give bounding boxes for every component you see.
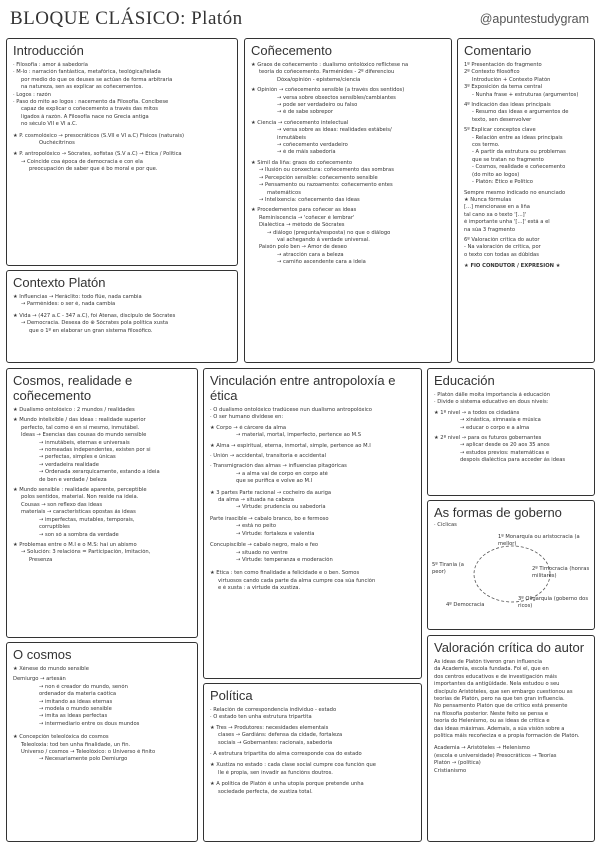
text-line: ★ Graos de coñecemento : dualismo ontolóxico reflíctese na <box>251 62 409 68</box>
text-line: de ben e verdade / beleza <box>39 476 107 483</box>
box-cosmos-realidade <box>6 368 198 638</box>
text-line: ★ A política de Platón é unha utopía porque pretende unha <box>210 781 364 788</box>
text-line: → Pensamento ou razoamento: coñecemento entes <box>259 182 393 189</box>
text-line: na filosofía posterior. Neste feito se pensa e <box>434 710 549 717</box>
text-line: Presenza <box>29 556 53 563</box>
text-line: texto, sen desenvolver <box>472 116 532 123</box>
text-line: ★ 3 partes Parte racional → cocheiro da auriga <box>210 489 332 496</box>
text-line: que se tratan no fragmento <box>472 156 544 163</box>
text-line: Academia → Aristóteles → Helenismo <box>434 745 530 752</box>
text-line: 2º Timocracia (honras militares) <box>532 566 590 580</box>
text-line: Teleoloxía: tod ten unha finalidade, un fin. <box>21 741 131 748</box>
text-line: → Solución: 3 relacións = Participación, Imitación, <box>21 549 151 556</box>
text-line: Universo / cosmos → Teleolóxico: o Universo é finito <box>21 749 156 756</box>
text-line: ★ Ética : ten como finalidade a felicidade e o ben. Somos <box>210 570 360 577</box>
box-body <box>7 60 237 176</box>
text-line: → inmutábeis, eternas e universais <box>39 439 130 446</box>
text-line: Sempre mesmo indicado no enunciado <box>464 189 566 196</box>
text-line: Paixón polo ben → Amor de deseo <box>259 244 347 251</box>
text-line: · Logos : razón <box>13 91 51 98</box>
text-line: - Nunha frase + estruturas (argumentos) <box>472 91 579 98</box>
text-line: → Coincide coa época de democracia e con ela <box>21 158 143 165</box>
text-line: - Resumo das ideas e argumentos de <box>472 109 569 116</box>
text-line: ★ Procedementos para coñecer as ideas <box>251 207 357 214</box>
text-line: na natureza, sen as explicar as coñecementos. <box>21 84 144 91</box>
text-line: ★ Xénese do mundo sensible <box>13 666 89 672</box>
text-line: · Filosofía : amor á sabedoría <box>13 62 88 68</box>
text-line: por medio do que os deuses se actúan de forma arbitraria <box>21 76 173 83</box>
text-line: vai achegando á verdade universal. <box>277 236 370 243</box>
text-line: ★ Influencias → Heráclito: todo flúe, nada cambia <box>13 294 142 300</box>
text-line: → Virtude: temperanza e moderación <box>236 556 333 563</box>
text-line: política máis recoñeciza e a propia formación de Platón. <box>434 733 580 740</box>
text-line: Ouchécitrinos <box>39 140 75 147</box>
text-line: → xinástica, ximnasia e música <box>460 417 541 424</box>
text-line: ★ 1º nivel → a todos os cidadáns <box>434 409 520 416</box>
box-introduccion <box>6 38 238 266</box>
text-line: 5º Explicar conceptos clave <box>464 127 536 134</box>
text-line: ★ Opinión → coñecemento sensible (a través dos sentidos) <box>251 87 405 94</box>
text-line: virtuosos cando cada parte da alma cumpre coa súa función <box>218 577 376 584</box>
text-line: matemáticos <box>267 189 301 196</box>
text-line: o texto con todas as dúbidas <box>464 251 539 258</box>
text-line: · O estado ten unha estrutura tripartita <box>210 714 312 721</box>
text-line: · Cíclicas <box>434 522 457 528</box>
text-line: sociedade perfecta, de xustiza total. <box>218 788 313 795</box>
text-line: inmutábeis <box>277 134 306 141</box>
text-line: (escola e universidade) Presocráticos → Teorías <box>434 752 557 759</box>
text-line: ★ 2º nivel → para os futuros gobernantes <box>434 435 542 442</box>
text-line: → Ilusión ou conxectura: coñecemento das sombras <box>259 167 394 174</box>
text-line: - Platón: Ético e Político <box>472 179 533 186</box>
text-line: As ideas de Platón tiveron gran influencia <box>434 659 543 665</box>
text-line: → son só a sombra da verdade <box>39 531 119 538</box>
text-line: ★ P. antropolóxico → Sócrates, sofistas (S.V a.C) → Ética / Política <box>13 151 182 158</box>
box-title: Coñecemento <box>251 43 332 58</box>
box-title: Comentario <box>464 43 532 58</box>
box-conecemento <box>244 38 452 363</box>
text-line: e é xusta : a virtude da xustiza. <box>218 585 301 592</box>
text-line: → versa sobre obxectos sensibles/cambiantes <box>277 94 396 101</box>
text-line: no século VII e VI a.C. <box>21 121 78 128</box>
text-line: - Cosmos, realidade e coñecemento <box>472 164 566 171</box>
box-vinculacion <box>203 368 422 679</box>
text-line: preocupación de saber que é bo moral e por que. <box>29 166 158 173</box>
box-politica <box>203 683 422 842</box>
box-title: Política <box>210 688 253 703</box>
text-line: → camiño ascendente cara a ideia <box>277 259 366 266</box>
text-line: (do mito ao logos) <box>472 171 520 178</box>
text-line: Demiurgo → artesán <box>13 676 66 683</box>
text-line: 3º Exposición da tema central <box>464 84 543 91</box>
text-line: Ideas → Esencias das cousas do mundo sensible <box>21 432 147 439</box>
text-line: discípulo Aristóteles, que sen embargo cuestionou as <box>434 688 573 695</box>
author-handle: @apuntestudygram <box>479 12 589 26</box>
text-line: Reminiscencia → 'coñecer é lembrar' <box>259 214 355 221</box>
text-line: → atracción cara a beleza <box>277 251 344 258</box>
box-body <box>245 60 451 269</box>
text-line: perfecto, tal como é en si mesmo, inmutábel. <box>21 424 140 431</box>
text-line: Platón → (política) <box>434 760 481 767</box>
text-line: é importante unha '[...]' está a el <box>464 219 550 226</box>
text-line: → nomeadas independentes, existen por si <box>39 447 151 454</box>
text-line: → imitando as ideas eternas <box>39 698 113 705</box>
text-line: → é de sabe sobrepor <box>277 109 333 116</box>
text-line: ★ Xustiza no estado : cada clase social cumpre coa función que <box>210 762 376 769</box>
text-line: 6º Valoración crítica do autor <box>464 236 540 243</box>
text-line: tal cano xa o texto '[...]' <box>464 211 527 218</box>
text-line: · Paso do mito ao logos : nacemento da Filosofía. Concíbese <box>13 99 169 106</box>
text-line: corruptibles <box>39 524 70 531</box>
text-line: polos sentidos, material. Non reside na ideia. <box>21 494 139 501</box>
text-line: Concupiscible → cabalo negro, malo e feo <box>210 542 319 549</box>
text-line: · Transmigración das almas → influencias pitagóricas <box>210 463 347 470</box>
box-valoracion <box>427 635 595 842</box>
text-line: → Virtude: fortaleza e valentía <box>236 530 315 537</box>
text-line: ★ FIO CONDUTOR / EXPRESIÓN ★ <box>464 263 561 270</box>
box-educacion <box>427 368 595 496</box>
text-line: → Parménides: o ser é, nada cambia <box>21 301 116 308</box>
text-line: · Relación de correspondencia individuo - estado <box>210 707 337 713</box>
text-line: → perfectas, simples e únicas <box>39 454 116 461</box>
text-line: ★ Ciencia → coñecemento intelectual <box>251 119 349 126</box>
text-line: → estudos previos: matemáticas e <box>460 449 550 456</box>
box-body <box>428 657 594 777</box>
box-body <box>7 292 237 337</box>
text-line: → versa sobre as ideas: realidades estábeis/ <box>277 127 392 134</box>
box-title: Cosmos, realidade e coñecemento <box>13 373 133 403</box>
text-line: clases → Gardiáns: defensa da cidade, fortaleza <box>218 732 343 739</box>
box-body <box>458 60 594 273</box>
text-line: Parte irascible → cabalo branco, bo e fermoso <box>210 515 329 522</box>
box-title: Valoración crítica do autor <box>434 640 585 655</box>
box-contexto <box>6 270 238 363</box>
text-line: · M-lo : narración fantástica, metafórica, teológica/telada <box>13 69 161 76</box>
text-line: ★ Concepción teleolóxica do cosmos <box>13 734 109 741</box>
text-line: materiais → características opostas ás ideas <box>21 509 136 516</box>
text-line: · O ser humano divídese en: <box>210 414 284 421</box>
box-title: Contexto Platón <box>13 275 106 290</box>
text-line: 1º Monarquía ou aristocracia (a mellor) <box>498 534 580 548</box>
box-cosmos <box>6 642 198 842</box>
text-line: Dialéctica → método de Sócrates <box>259 222 345 229</box>
text-line: 3º Oligarquía (goberno dos ricos) <box>518 596 589 610</box>
text-line: teoría do coñecemento. Parménides - 2º diferenciou <box>259 69 395 76</box>
text-line: → a alma vai de corpo en corpo até <box>236 470 328 477</box>
box-comentario <box>457 38 595 363</box>
text-line: → Democracia. Desexa do ⊕ Sócrates pola política xusta <box>21 320 169 327</box>
text-line: ★ Mundo intelixible / das ideas : realidade superior <box>13 417 146 424</box>
text-line: [...] mencionase en a liña <box>464 204 530 211</box>
text-line: ★ Vida → (427 a.C - 347 a.C), foi Atenas, discípulo de Sócrates <box>13 312 176 319</box>
text-line: sociais → Gobernantes: racionais, sabedoría <box>218 739 333 746</box>
text-line: → intermediario entre os dous mundos <box>39 720 140 727</box>
text-line: ★ Corpo → é cárcere da alma <box>210 424 287 431</box>
text-line: → aplicar desde os 20 aos 35 anos <box>460 442 550 449</box>
text-line: da Academia, escola fundada. Foi el, que en <box>434 666 549 673</box>
text-line: que o 1º en elaborar un gran sistema filosófico. <box>29 327 153 334</box>
text-line: · Divide o sistema educativo en dous niveis: <box>434 399 549 406</box>
text-line: na súa 3 fragmento <box>464 226 516 233</box>
text-line: - Na valoración de crítica, por <box>464 244 541 251</box>
text-line: · A estrutura tripartita do alma corresponde coa do estado <box>210 751 362 758</box>
text-line: ★ Nunca fórmulas <box>464 196 512 203</box>
text-line: teorías de Platón, pero na que ten gran influencia. <box>434 696 565 703</box>
text-line: ★ Dualismo ontolóxico : 2 mundos / realidades <box>13 407 135 413</box>
text-line: 4º Democracia <box>446 602 485 608</box>
text-line: → modela o mundo sensible <box>39 706 112 713</box>
text-line: · Platón dálle moita importancia á educación <box>434 392 551 398</box>
text-line: 2º Contexto filosófico <box>464 69 520 76</box>
text-line: lle é propia, sen invadir as funcións doutros. <box>218 769 333 776</box>
box-title: As formas de goberno <box>434 505 562 520</box>
cycle-diagram <box>428 522 594 622</box>
text-line: - Relación entre as ideas principais <box>472 134 563 141</box>
box-body <box>204 405 421 595</box>
text-line: · O dualismo ontolóxico tradúcese nun dualismo antropolóxico <box>210 407 372 413</box>
text-line: que se purifica e volve ao M.I <box>236 478 313 485</box>
box-body <box>7 405 197 566</box>
box-title: Vinculación entre antropoloxía e ética <box>210 373 396 403</box>
box-body <box>7 664 197 766</box>
text-line: ★ P. cosmolóxico → presocráticos (S.VII e VI a.C) Físicos (naturais) <box>13 132 185 139</box>
text-line: ★ Problemas entre o M.I e o M.S: hai un abismo <box>13 541 137 548</box>
text-line: - A partir da estrutura ou problemas <box>472 149 566 156</box>
box-body <box>204 705 421 798</box>
text-line: capaz de explicar o coñecemento a través das mitos <box>21 106 158 113</box>
text-line: ★ Mundo sensible : realidade aparente, perceptible <box>13 487 147 494</box>
text-line: da alma → situada na cabeza <box>218 497 294 504</box>
text-line: despois dialéctica para acceder ás ideas <box>460 457 566 464</box>
text-line: Cristianismo <box>434 767 467 774</box>
text-line: · Unión → accidental, transitoria e accidental <box>210 453 326 460</box>
text-line: → diálogo (pregunta/resposta) no que o diálogo <box>267 229 391 236</box>
text-line: → imperfectas, mutables, temporais, <box>39 516 135 523</box>
text-line: → Ordenada xerarquicamente, estando a ideia <box>39 469 160 476</box>
text-line: → educar o corpo e a alma <box>460 424 530 431</box>
text-line: cos termo. <box>472 142 500 149</box>
text-line: → Intelixencia: coñecemento das ideas <box>259 196 360 203</box>
text-line: dos centros educativos e de investigación máis <box>434 673 557 680</box>
text-line: 5º Tiranía (a peor) <box>432 562 464 576</box>
text-line: No pensamento Platón que de crítico está presente <box>434 703 568 710</box>
text-line: importantes da antigüidade. Nela estudou o seu <box>434 681 560 688</box>
text-line: Cousas → son reflexo das ideas <box>21 501 103 508</box>
text-line: → situado no ventre <box>236 549 288 556</box>
text-line: 1º Presentación do fragmento <box>464 62 542 68</box>
text-line: ★ Alma → espiritual, eterna, inmortal, simple, pertence ao M.I <box>210 442 371 449</box>
text-line: → Virtude: prudencia ou sabedoría <box>236 504 326 511</box>
text-line: Dóxa/opinión - episteme/ciencia <box>277 76 361 83</box>
text-line: → material, mortal, imperfecto, pertence ao M.S <box>236 432 361 439</box>
text-line: 4º Indicación das ideas principais <box>464 102 551 109</box>
text-line: → está no peito <box>236 523 276 530</box>
box-title: Educación <box>434 373 495 388</box>
text-line: Introdución + Contexto Platón <box>472 76 551 83</box>
text-line: → imita as ideas perfectas <box>39 713 108 720</box>
text-line: ★ Símil da liña: graos do coñecemento <box>251 159 353 166</box>
text-line: teoría do Helenismo, ou as ideas de crítica e <box>434 718 550 725</box>
page-title: BLOQUE CLÁSICO: Platón <box>10 8 243 29</box>
text-line: → é de máis sabedoría <box>277 149 336 156</box>
text-line: das ideas máximas. Ademais, a súa visión sobre a <box>434 725 565 732</box>
text-line: ★ Tres → Produtores: necesidades elementais <box>210 724 329 731</box>
box-title: O cosmos <box>13 647 72 662</box>
text-line: → Percepción sensible: coñecemento sensible <box>259 174 378 181</box>
text-line: → Necesariamente polo Demiurgo <box>39 756 128 763</box>
box-gobernos <box>427 500 595 630</box>
text-line: ordenador da materia caótica <box>39 691 117 698</box>
text-line: → pode ser verdadeiro ou falso <box>277 102 358 109</box>
text-line: → non é creador do mundo, senón <box>39 683 128 690</box>
text-line: → coñecemento verdadeiro <box>277 142 348 149</box>
text-line: ligados á razón. A Filosofía nace no Grecia antiga <box>21 113 149 120</box>
box-body <box>428 390 594 467</box>
box-title: Introducción <box>13 43 84 58</box>
text-line: → verdadeira realidade <box>39 461 99 468</box>
